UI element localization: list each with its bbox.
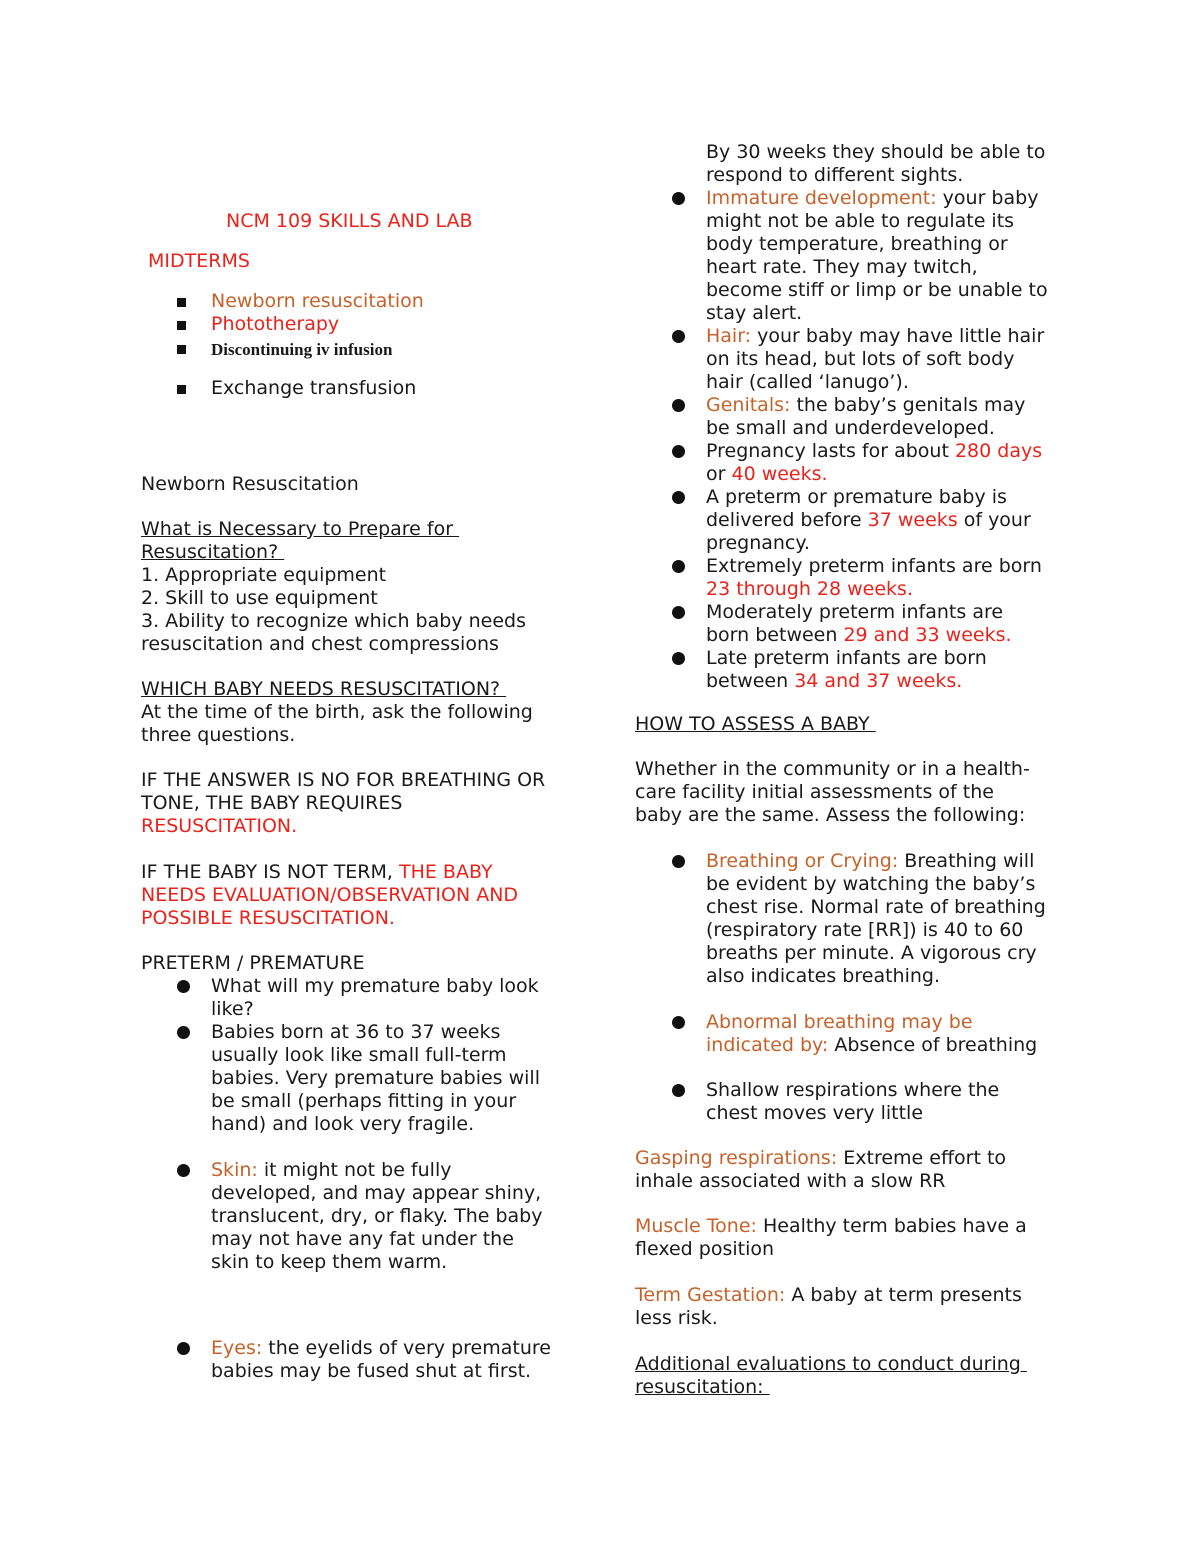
topic-item: Discontinuing iv infusion bbox=[211, 338, 424, 360]
list-item: Hair: your baby may have little hair on its head, but lots of soft body hair (called ‘lanugo’). bbox=[706, 325, 1048, 394]
topic-list bbox=[211, 290, 424, 400]
bullet-icon bbox=[672, 330, 685, 343]
assess-list bbox=[706, 850, 1046, 1125]
list-item: Pregnancy lasts for about 280 days or 40 weeks. bbox=[706, 440, 1048, 486]
topic-item: Newborn resuscitation bbox=[211, 290, 424, 313]
preterm-heading: PRETERM / PREMATURE bbox=[141, 952, 365, 974]
bullet-icon bbox=[672, 1084, 685, 1097]
bullet-icon bbox=[177, 1164, 190, 1177]
bullet-icon bbox=[177, 1342, 190, 1355]
term-block: Term Gestation: A baby at term presents less risk. bbox=[635, 1284, 1022, 1329]
square-bullet-icon bbox=[177, 385, 186, 394]
assess-heading: HOW TO ASSESS A BABY bbox=[635, 713, 876, 735]
list-item: Babies born at 36 to 37 weeks usually look like small full-term babies. Very premature babies will be small (perhaps fitting in your hand) and look very fragile. bbox=[211, 1021, 551, 1136]
prep-block: What is Necessary to Prepare for Resuscitation? 1. Appropriate equipment 2. Skill to use equipment 3. Ability to recognize which baby needs resuscitation and chest compressions bbox=[141, 518, 526, 655]
list-item: Breathing or Crying: Breathing will be evident by watching the baby’s chest rise. Normal rate of breathing (respiratory rate [RR]) is 40 to 60 breaths per minute. A vigorous cry also indicates breathing. bbox=[706, 850, 1046, 988]
if-no-block: IF THE ANSWER IS NO FOR BREATHING OR TONE, THE BABY REQUIRES RESUSCITATION. bbox=[141, 769, 546, 837]
square-bullet-icon bbox=[177, 298, 186, 307]
preterm-list bbox=[211, 975, 551, 1383]
document-subtitle: MIDTERMS bbox=[148, 250, 250, 272]
list-item: Late preterm infants are born between 34 and 37 weeks. bbox=[706, 647, 1048, 693]
topic-item: Phototherapy bbox=[211, 313, 424, 336]
list-item: Moderately preterm infants are born between 29 and 33 weeks. bbox=[706, 601, 1048, 647]
bullet-icon bbox=[672, 855, 685, 868]
gasping-block: Gasping respirations: Extreme effort to inhale associated with a slow RR bbox=[635, 1147, 1007, 1192]
not-term-block: IF THE BABY IS NOT TERM, THE BABY NEEDS EVALUATION/OBSERVATION AND POSSIBLE RESUSCITATION. bbox=[141, 861, 519, 929]
square-bullet-icon bbox=[177, 345, 186, 354]
bullet-icon bbox=[672, 399, 685, 412]
bullet-icon bbox=[672, 606, 685, 619]
list-item: Skin: it might not be fully developed, and may appear shiny, translucent, dry, or flaky. The baby may not have any fat under the skin to keep them warm. bbox=[211, 1159, 551, 1274]
list-item: A preterm or premature baby is delivered before 37 weeks of your pregnancy. bbox=[706, 486, 1048, 555]
list-item: Immature development: your baby might not be able to regulate its body temperature, breathing or heart rate. They may twitch, become stiff or limp or be unable to stay alert. bbox=[706, 187, 1048, 325]
square-bullet-icon bbox=[177, 321, 186, 330]
which-baby-block: WHICH BABY NEEDS RESUSCITATION? At the time of the birth, ask the following three questions. bbox=[141, 678, 533, 746]
list-item: Abnormal breathing may be indicated by: Absence of breathing bbox=[706, 1011, 1046, 1057]
list-item: Genitals: the baby’s genitals may be small and underdeveloped. bbox=[706, 394, 1048, 440]
list-item: Eyes: the eyelids of very premature babies may be fused shut at first. bbox=[211, 1337, 551, 1383]
topic-item: Exchange transfusion bbox=[211, 377, 424, 400]
additional-block: Additional evaluations to conduct during resuscitation: bbox=[635, 1353, 1027, 1398]
bullet-icon bbox=[672, 192, 685, 205]
bullet-icon bbox=[672, 445, 685, 458]
list-item: What will my premature baby look like? bbox=[211, 975, 551, 1021]
list-item: Shallow respirations where the chest moves very little bbox=[706, 1079, 1046, 1125]
section-heading: Newborn Resuscitation bbox=[141, 473, 359, 495]
sights-text: By 30 weeks they should be able to respond to different sights. bbox=[706, 141, 1046, 186]
bullet-icon bbox=[672, 491, 685, 504]
list-item: Extremely preterm infants are born 23 through 28 weeks. bbox=[706, 555, 1048, 601]
bullet-icon bbox=[672, 560, 685, 573]
bullet-icon bbox=[177, 980, 190, 993]
bullet-icon bbox=[177, 1026, 190, 1039]
bullet-icon bbox=[672, 1016, 685, 1029]
features-list bbox=[706, 187, 1048, 693]
document-title: NCM 109 SKILLS AND LAB bbox=[226, 210, 473, 232]
bullet-icon bbox=[672, 652, 685, 665]
muscle-block: Muscle Tone: Healthy term babies have a flexed position bbox=[635, 1215, 1027, 1260]
whether-block: Whether in the community or in a health- care facility initial assessments of the baby are the same. Assess the following: bbox=[635, 758, 1030, 826]
